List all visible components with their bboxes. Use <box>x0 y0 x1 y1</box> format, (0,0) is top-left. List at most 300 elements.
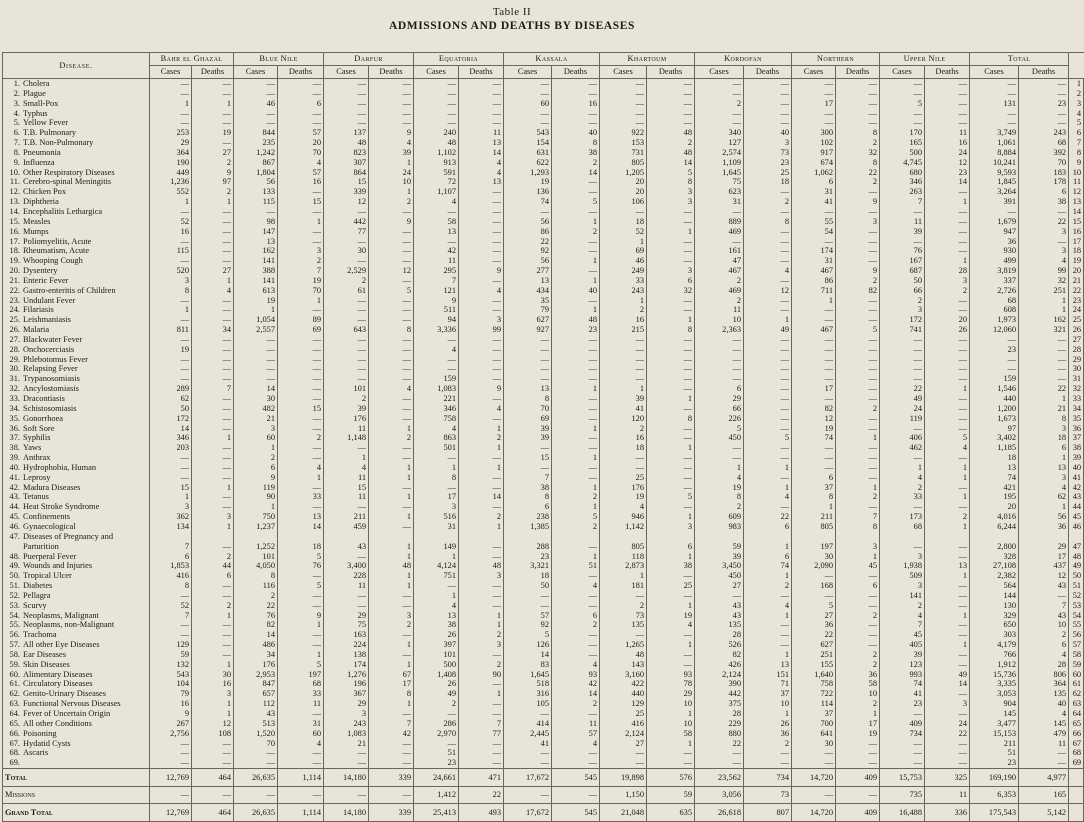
deaths-cell: 32 <box>836 148 880 158</box>
deaths-cell: 1 <box>836 552 880 562</box>
deaths-cell: 73 <box>744 787 792 804</box>
deaths-cell: 1 <box>192 660 234 670</box>
cases-cell: 3,264 <box>970 187 1019 197</box>
cases-cell: — <box>150 374 192 384</box>
deaths-cell: 19 <box>278 276 324 286</box>
disease-name-cell <box>3 679 150 689</box>
cases-cell: — <box>150 79 192 89</box>
deaths-cell: — <box>552 296 600 306</box>
deaths-cell: 6 <box>836 581 880 591</box>
deaths-header: Deaths <box>459 66 504 79</box>
disease-name: Diphtheria <box>23 197 59 207</box>
cases-cell: 946 <box>600 512 647 522</box>
deaths-cell: — <box>744 404 792 414</box>
deaths-cell: — <box>369 305 414 315</box>
cases-cell: 39 <box>880 650 925 660</box>
cases-cell: 758 <box>792 679 836 689</box>
deaths-cell: — <box>1019 748 1069 758</box>
deaths-cell: — <box>925 207 970 217</box>
disease-name: Small-Pox <box>23 98 59 108</box>
cases-cell: 249 <box>600 266 647 276</box>
cases-cell: 8 <box>414 473 459 483</box>
deaths-cell: — <box>369 355 414 365</box>
deaths-cell: 14 <box>552 168 600 178</box>
table-subtitle: ADMISSIONS AND DEATHS BY DISEASES <box>388 20 636 32</box>
disease-name-cell <box>3 591 150 601</box>
disease-name-cell <box>3 364 150 374</box>
cases-cell: — <box>792 79 836 89</box>
disease-row <box>3 689 1084 699</box>
deaths-cell: — <box>278 758 324 768</box>
cases-cell: 112 <box>234 699 278 709</box>
cases-cell: — <box>504 364 552 374</box>
deaths-cell: 57 <box>552 729 600 739</box>
cases-cell: 16 <box>600 433 647 443</box>
deaths-cell: 6 <box>192 571 234 581</box>
cases-cell: 19 <box>600 492 647 502</box>
disease-name: All other Eye Diseases <box>23 640 100 650</box>
cases-cell: 215 <box>600 325 647 335</box>
cases-cell: 144 <box>970 591 1019 601</box>
row-index: 65 <box>1069 719 1084 729</box>
disease-row <box>3 758 1084 768</box>
cases-cell: 74 <box>504 197 552 207</box>
cases-cell: 36 <box>792 620 836 630</box>
cases-cell: 8 <box>792 492 836 502</box>
deaths-cell: — <box>459 542 504 552</box>
cases-cell: 92 <box>504 246 552 256</box>
deaths-cell: 4 <box>459 404 504 414</box>
disease-row <box>3 394 1084 404</box>
cases-cell: 15,153 <box>970 729 1019 739</box>
deaths-cell: 68 <box>1019 138 1069 148</box>
cases-cell: 2,363 <box>695 325 744 335</box>
cases-cell: 15 <box>504 453 552 463</box>
deaths-cell: — <box>836 364 880 374</box>
cases-cell: 750 <box>234 512 278 522</box>
cases-deaths-header-row <box>3 66 1084 79</box>
deaths-cell <box>278 532 324 542</box>
deaths-cell: — <box>192 217 234 227</box>
cases-cell: 6 <box>150 552 192 562</box>
cases-cell: 823 <box>324 148 369 158</box>
deaths-cell: 93 <box>552 670 600 680</box>
deaths-cell: — <box>647 424 695 434</box>
deaths-cell: 6 <box>744 522 792 532</box>
row-index: 50 <box>1069 571 1084 581</box>
cases-cell: 155 <box>792 660 836 670</box>
cases-cell: — <box>504 748 552 758</box>
row-index: 54 <box>1069 611 1084 621</box>
cases-cell: — <box>792 237 836 247</box>
deaths-cell: — <box>278 305 324 315</box>
deaths-cell: 12 <box>192 719 234 729</box>
cases-cell: 66 <box>695 404 744 414</box>
cases-cell: 54 <box>792 227 836 237</box>
disease-name-cell <box>3 79 150 89</box>
deaths-cell: — <box>925 709 970 719</box>
deaths-cell: — <box>744 335 792 345</box>
deaths-cell: 6 <box>1019 640 1069 650</box>
row-number: 19. <box>9 256 20 266</box>
cases-cell: 758 <box>414 414 459 424</box>
cases-cell: 52 <box>150 601 192 611</box>
deaths-cell: 1 <box>925 522 970 532</box>
cases-cell: — <box>792 443 836 453</box>
deaths-cell: 1 <box>836 709 880 719</box>
deaths-cell: 26 <box>925 325 970 335</box>
deaths-cell: — <box>744 640 792 650</box>
disease-row <box>3 207 1084 217</box>
cases-cell: 1,973 <box>970 315 1019 325</box>
cases-cell: 23 <box>504 552 552 562</box>
deaths-cell: — <box>836 207 880 217</box>
cases-cell: 235 <box>234 138 278 148</box>
cases-cell: 104 <box>150 679 192 689</box>
deaths-cell: — <box>278 118 324 128</box>
cases-cell: 9 <box>150 709 192 719</box>
deaths-cell: — <box>369 522 414 532</box>
disease-name: Alimentary Diseases <box>23 669 93 679</box>
cases-cell: 375 <box>695 699 744 709</box>
deaths-cell: — <box>925 542 970 552</box>
cases-cell: 516 <box>414 512 459 522</box>
deaths-cell: — <box>552 414 600 424</box>
cases-cell: 766 <box>970 650 1019 660</box>
deaths-cell: 1 <box>925 611 970 621</box>
deaths-cell: — <box>744 414 792 424</box>
deaths-cell: 8 <box>836 158 880 168</box>
cases-cell: 77 <box>324 227 369 237</box>
cases-cell: 29 <box>324 611 369 621</box>
deaths-header: Deaths <box>647 66 695 79</box>
disease-name: Leishmaniasis <box>23 315 71 325</box>
disease-row <box>3 138 1084 148</box>
cases-cell: — <box>600 364 647 374</box>
deaths-header: Deaths <box>836 66 880 79</box>
cases-cell: — <box>150 787 192 804</box>
deaths-cell: — <box>744 89 792 99</box>
cases-cell: 22 <box>695 739 744 749</box>
cases-cell: 49 <box>880 394 925 404</box>
disease-name: Neoplasms, Malignant <box>23 610 99 620</box>
deaths-cell: 3 <box>369 611 414 621</box>
disease-name-cell <box>3 522 150 532</box>
cases-cell: — <box>150 473 192 483</box>
deaths-cell: 2 <box>836 492 880 502</box>
cases-cell: — <box>504 89 552 99</box>
deaths-cell: — <box>459 118 504 128</box>
deaths-cell: 4 <box>369 138 414 148</box>
deaths-cell: 12 <box>925 158 970 168</box>
deaths-cell: 11 <box>925 787 970 804</box>
row-index: 10 <box>1069 168 1084 178</box>
cases-cell: — <box>414 237 459 247</box>
deaths-cell: — <box>744 502 792 512</box>
deaths-cell: 36 <box>836 670 880 680</box>
deaths-cell: — <box>925 89 970 99</box>
disease-row <box>3 286 1084 296</box>
cases-cell: 511 <box>414 305 459 315</box>
deaths-cell: — <box>552 404 600 414</box>
deaths-cell: 31 <box>278 719 324 729</box>
cases-cell: 3 <box>414 502 459 512</box>
cases-cell: 1,679 <box>970 217 1019 227</box>
cases-cell: 211 <box>324 512 369 522</box>
deaths-cell: — <box>369 787 414 804</box>
cases-cell: 56 <box>234 177 278 187</box>
deaths-cell: 1 <box>647 443 695 453</box>
cases-cell: — <box>970 207 1019 217</box>
deaths-cell: 17 <box>369 679 414 689</box>
deaths-cell: — <box>278 335 324 345</box>
disease-name: Trypanosomiasis <box>23 374 80 384</box>
disease-name-cell <box>3 699 150 709</box>
deaths-cell: 1 <box>647 552 695 562</box>
deaths-cell: — <box>744 620 792 630</box>
deaths-cell: 165 <box>1019 787 1069 804</box>
cases-cell: 16 <box>150 699 192 709</box>
cases-cell: 4 <box>324 463 369 473</box>
cases-cell: 2,756 <box>150 729 192 739</box>
deaths-cell: 4 <box>1019 483 1069 493</box>
deaths-cell: 1 <box>744 483 792 493</box>
deaths-cell: 8 <box>1019 414 1069 424</box>
deaths-cell: 2 <box>459 660 504 670</box>
disease-name: Scurvy <box>23 600 47 610</box>
cases-cell: 115 <box>150 246 192 256</box>
deaths-cell: — <box>192 79 234 89</box>
row-index: 62 <box>1069 689 1084 699</box>
deaths-cell: — <box>192 374 234 384</box>
deaths-cell: — <box>459 394 504 404</box>
deaths-cell: 479 <box>1019 729 1069 739</box>
cases-cell: 367 <box>324 689 369 699</box>
cases-cell: 161 <box>695 246 744 256</box>
deaths-cell: 56 <box>1019 512 1069 522</box>
cases-cell: 1 <box>150 305 192 315</box>
deaths-cell: 464 <box>192 769 234 787</box>
cases-cell: 25 <box>600 473 647 483</box>
disease-name-cell <box>3 394 150 404</box>
cases-cell: 922 <box>600 128 647 138</box>
cases-cell <box>695 532 744 542</box>
deaths-cell: 18 <box>744 177 792 187</box>
deaths-cell: 1,114 <box>278 804 324 822</box>
cases-cell: 442 <box>324 217 369 227</box>
cases-cell: 82 <box>234 620 278 630</box>
deaths-cell: 4 <box>1019 256 1069 266</box>
cases-cell: 2,124 <box>695 670 744 680</box>
cases-cell: 38 <box>414 620 459 630</box>
deaths-cell: — <box>278 640 324 650</box>
deaths-cell: 4 <box>552 581 600 591</box>
row-index: 56 <box>1069 630 1084 640</box>
cases-cell: 1,673 <box>970 414 1019 424</box>
row-index: 40 <box>1069 463 1084 473</box>
cases-cell: 74 <box>880 679 925 689</box>
deaths-cell: 76 <box>278 561 324 571</box>
deaths-cell: 1 <box>925 384 970 394</box>
cases-cell: 86 <box>792 276 836 286</box>
cases-cell: 513 <box>234 719 278 729</box>
cases-cell: 129 <box>600 699 647 709</box>
cases-cell: — <box>234 79 278 89</box>
row-number: 5. <box>13 118 20 128</box>
deaths-cell: 1 <box>647 739 695 749</box>
deaths-cell: 8 <box>647 414 695 424</box>
cases-cell: 267 <box>150 719 192 729</box>
cases-cell: — <box>234 89 278 99</box>
deaths-cell: 1 <box>836 483 880 493</box>
deaths-cell: — <box>744 443 792 453</box>
deaths-cell: 4 <box>925 443 970 453</box>
cases-cell: 105 <box>504 699 552 709</box>
cases-cell: 1,102 <box>414 148 459 158</box>
cases-cell: 57 <box>504 611 552 621</box>
row-number: 14. <box>9 206 20 216</box>
deaths-cell: — <box>925 99 970 109</box>
cases-cell: 2 <box>414 699 459 709</box>
cases-cell: 24,661 <box>414 769 459 787</box>
row-index: 33 <box>1069 394 1084 404</box>
deaths-cell: — <box>552 591 600 601</box>
deaths-cell: — <box>552 571 600 581</box>
cases-cell: 10 <box>695 315 744 325</box>
deaths-cell: 24 <box>369 168 414 178</box>
deaths-cell: 8 <box>369 325 414 335</box>
cases-cell: 7 <box>504 473 552 483</box>
cases-cell: 51 <box>414 748 459 758</box>
row-number: 57. <box>9 640 20 650</box>
cases-cell: 154 <box>504 138 552 148</box>
deaths-cell: 19 <box>836 729 880 739</box>
cases-cell: 889 <box>695 217 744 227</box>
deaths-cell: 22 <box>836 168 880 178</box>
cases-cell: 31 <box>792 256 836 266</box>
disease-name-cell <box>3 719 150 729</box>
deaths-cell: — <box>836 246 880 256</box>
region-header: Northern <box>792 53 880 66</box>
deaths-cell <box>369 532 414 542</box>
deaths-cell: — <box>925 227 970 237</box>
deaths-cell: 38 <box>647 561 695 571</box>
deaths-cell: — <box>369 207 414 217</box>
disease-name: Leprosy <box>23 472 51 482</box>
deaths-cell: 16 <box>925 138 970 148</box>
cases-cell: — <box>600 89 647 99</box>
deaths-cell: — <box>192 492 234 502</box>
cases-cell: 2 <box>695 99 744 109</box>
cases-cell: 674 <box>792 158 836 168</box>
deaths-cell: 9 <box>836 266 880 276</box>
deaths-cell: — <box>744 187 792 197</box>
cases-cell: 397 <box>414 640 459 650</box>
deaths-cell: 2 <box>1019 630 1069 640</box>
deaths-cell: 2 <box>552 227 600 237</box>
cases-cell: — <box>792 305 836 315</box>
deaths-cell: 339 <box>369 804 414 822</box>
deaths-cell: 108 <box>192 729 234 739</box>
deaths-cell: 3 <box>647 522 695 532</box>
cases-cell: — <box>150 256 192 266</box>
cases-cell <box>792 532 836 542</box>
cases-cell: — <box>414 709 459 719</box>
cases-cell: 1,845 <box>970 177 1019 187</box>
cases-cell: 687 <box>880 266 925 276</box>
deaths-cell: 2 <box>192 158 234 168</box>
cases-cell: 203 <box>150 443 192 453</box>
disease-row <box>3 453 1084 463</box>
deaths-cell: — <box>647 571 695 581</box>
disease-name-cell <box>3 453 150 463</box>
cases-cell: — <box>600 374 647 384</box>
deaths-cell: — <box>1019 374 1069 384</box>
cases-cell: — <box>695 237 744 247</box>
deaths-cell: — <box>459 502 504 512</box>
row-number: 60. <box>9 669 20 679</box>
cases-cell: — <box>792 364 836 374</box>
cases-cell: — <box>792 207 836 217</box>
cases-cell: — <box>414 364 459 374</box>
cases-cell: 114 <box>792 699 836 709</box>
row-index: 30 <box>1069 364 1084 374</box>
deaths-cell: 8 <box>836 522 880 532</box>
disease-row <box>3 679 1084 689</box>
deaths-cell: 2 <box>836 177 880 187</box>
disease-row <box>3 305 1084 315</box>
row-number: 65. <box>9 718 20 728</box>
cases-cell: 2,873 <box>600 561 647 571</box>
deaths-cell: 1 <box>925 256 970 266</box>
deaths-cell: 25 <box>647 581 695 591</box>
cases-cell: 130 <box>970 601 1019 611</box>
deaths-cell: 576 <box>647 769 695 787</box>
deaths-cell: 1 <box>278 473 324 483</box>
deaths-cell: 1 <box>744 709 792 719</box>
deaths-cell: — <box>459 305 504 315</box>
cases-header: Cases <box>600 66 647 79</box>
row-number: 35. <box>9 413 20 423</box>
deaths-cell: 197 <box>278 670 324 680</box>
deaths-cell: — <box>925 246 970 256</box>
deaths-cell: — <box>552 237 600 247</box>
cases-cell: 27,108 <box>970 561 1019 571</box>
deaths-cell: 392 <box>1019 148 1069 158</box>
cases-cell: 11 <box>414 256 459 266</box>
disease-name: Dracontiasis <box>23 394 65 403</box>
cases-cell: — <box>504 374 552 384</box>
cases-cell: 518 <box>504 679 552 689</box>
disease-row <box>3 374 1084 384</box>
deaths-cell: 4 <box>647 620 695 630</box>
cases-cell: 1 <box>324 453 369 463</box>
cases-cell: — <box>324 315 369 325</box>
cases-cell: 34 <box>234 650 278 660</box>
cases-cell: 79 <box>150 689 192 699</box>
cases-cell: — <box>234 109 278 119</box>
row-number: 51. <box>9 581 20 591</box>
deaths-cell: — <box>278 601 324 611</box>
row-index: 64 <box>1069 709 1084 719</box>
cases-cell: — <box>150 748 192 758</box>
deaths-cell: 409 <box>836 769 880 787</box>
deaths-cell: — <box>192 118 234 128</box>
cases-cell: 136 <box>504 187 552 197</box>
deaths-cell: — <box>192 138 234 148</box>
deaths-cell: — <box>925 79 970 89</box>
deaths-cell: — <box>192 650 234 660</box>
